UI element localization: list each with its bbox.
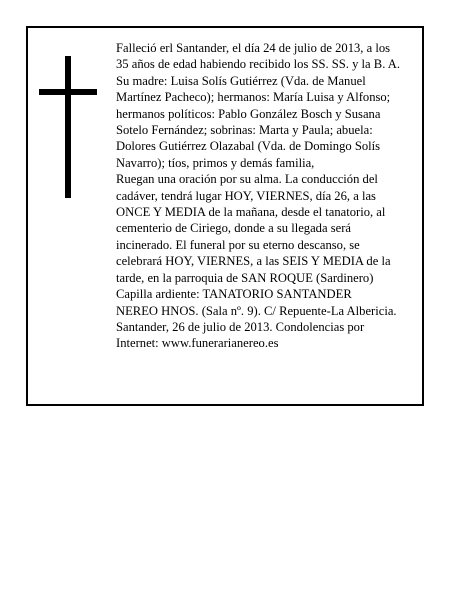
obituary-line: Navarro); tíos, primos y demás familia, — [116, 155, 315, 170]
obituary-line: NEREO HNOS. (Sala nº. 9). C/ Repuente-La Albericia. — [116, 303, 397, 318]
obituary-line: Martínez Pacheco); hermanos: María Luisa y Alfonso; — [116, 90, 391, 105]
obituary-text — [116, 40, 426, 352]
cross-vertical-bar — [65, 56, 71, 198]
obituary-line: Capilla ardiente: TANATORIO SANTANDER — [116, 287, 352, 302]
obituary-line: Falleció erl Santander, el día 24 de julio de 2013, a los — [116, 41, 391, 55]
obituary-notice — [26, 26, 424, 406]
obituary-line: Su madre: Luisa Solís Gutiérrez (Vda. de Manuel — [116, 73, 366, 88]
obituary-line: 35 años de edad habiendo recibido los SS. SS. y la B. A. — [116, 57, 401, 72]
cross-icon — [39, 56, 97, 198]
obituary-line: Internet: www.funerarianereo.es — [116, 336, 279, 351]
obituary-line: Santander, 26 de julio de 2013. Condolencias por — [116, 319, 365, 334]
obituary-line: celebrará HOY, VIERNES, a las SEIS Y MEDIA de la — [116, 254, 391, 269]
obituary-line: Sotelo Fernández; sobrinas: Marta y Paula; abuela: — [116, 123, 373, 138]
obituary-line: cementerio de Ciriego, donde a su llegada será — [116, 221, 351, 236]
cross-horizontal-bar — [39, 89, 97, 95]
obituary-line: ONCE Y MEDIA de la mañana, desde el tanatorio, al — [116, 205, 386, 220]
obituary-line: Ruegan una oración por su alma. La conducción del — [116, 172, 378, 187]
obituary-line: Dolores Gutiérrez Olazabal (Vda. de Domingo Solís — [116, 139, 381, 154]
obituary-line: hermanos políticos: Pablo González Bosch y Susana — [116, 106, 381, 121]
obituary-line: incinerado. El funeral por su eterno descanso, se — [116, 237, 360, 252]
obituary-line: tarde, en la parroquia de SAN ROQUE (Sardinero) — [116, 270, 374, 285]
obituary-line: cadáver, tendrá lugar HOY, VIERNES, día 26, a las — [116, 188, 376, 203]
